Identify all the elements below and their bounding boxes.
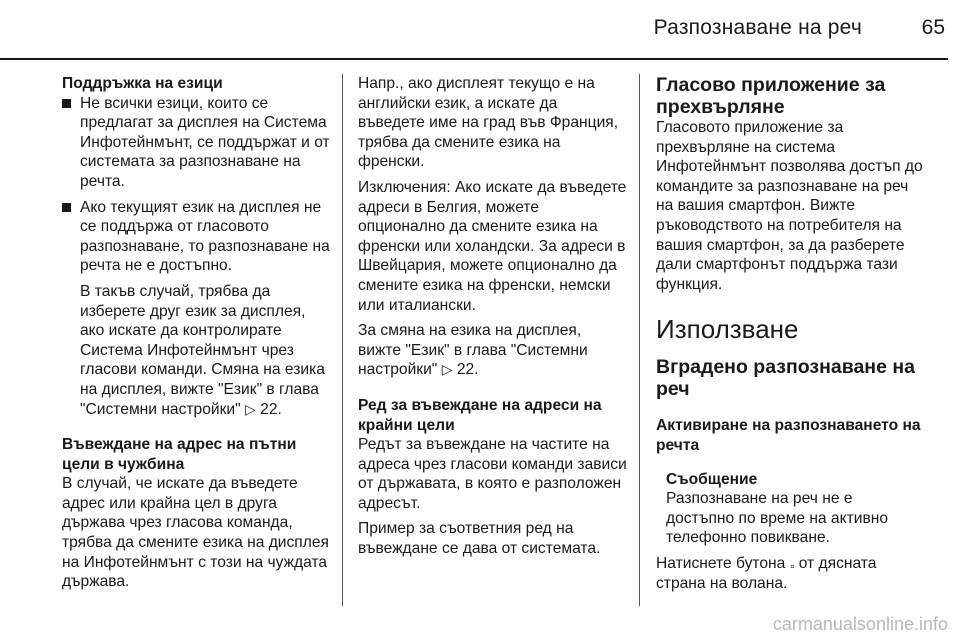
column-divider-left bbox=[342, 74, 343, 606]
foreign-address-heading: Въвеждане на адрес на пътни цели в чужбина bbox=[62, 436, 297, 473]
page-reference-link[interactable]: 22. bbox=[260, 400, 282, 418]
bullet-square-icon bbox=[62, 203, 71, 212]
change-language-paragraph: За смяна на езика на дисплея, вижте "Език" в глава "Системни настройки" ▷ 22. bbox=[358, 322, 588, 379]
press-button-paragraph: Натиснете бутона 𝅆 от дясната страна на волана. bbox=[656, 554, 877, 592]
column-3 bbox=[656, 74, 924, 599]
activation-heading: Активиране на разпознаването на речта bbox=[656, 417, 921, 454]
reference-arrow-icon: ▷ bbox=[441, 361, 453, 378]
example-paragraph: Напр., ако дисплеят текущо е на английски език, а искате да въведете име на град във Франция, трябва да смените езика на френски. bbox=[358, 75, 619, 171]
address-order-heading: Ред за въвеждане на адреси на крайни цели bbox=[358, 396, 602, 434]
note-title: Съобщение bbox=[666, 470, 758, 488]
note-box bbox=[666, 470, 924, 548]
column-2 bbox=[358, 74, 628, 565]
voice-control-icon: 𝅆 bbox=[789, 554, 795, 572]
system-example-paragraph: Пример за съответния ред на въвеждане се дава от системата. bbox=[358, 520, 601, 558]
voice-pass-thru-heading: Гласово приложение за прехвърляне bbox=[656, 74, 886, 118]
usage-section-title: Използване bbox=[656, 314, 799, 345]
header-divider bbox=[0, 58, 948, 60]
list-item: Не всички езици, които се предлагат за дисплея на Система Инфотейнмънт, се поддържат и от системата за разпознаване на речта. bbox=[62, 94, 330, 192]
column-divider-right bbox=[639, 74, 640, 606]
list-item-subparagraph: В такъв случай, трябва да изберете друг език за дисплея, ако искате да контролирате Система Инфотейнмънт чрез гласови команди. Смяна на езика на дисплея, вижте "Език" в глава "Системни настройки" ▷ 22. bbox=[80, 282, 325, 418]
foreign-address-paragraph: В случай, че искате да въведете адрес или крайна цел в друга държава чрез гласова команда, трябва да смените езика на дисплея на Инфотейнмънт с този на чуждата държава. bbox=[62, 475, 329, 591]
bullet-square-icon bbox=[62, 99, 71, 108]
exceptions-paragraph: Изключения: Ако искате да въведете адреси в Белгия, можете опционално да смените езика на френски или холандски. За адреси в Швейцария, можете опционално да смените езика на френски, немски или италиански. bbox=[358, 178, 627, 314]
note-text: Разпознаване на реч не е достъпно по време на активно телефонно повикване. bbox=[666, 490, 889, 547]
language-support-list bbox=[62, 94, 330, 420]
voice-pass-thru-paragraph: Гласовото приложение за прехвърляне на система Инфотейнмънт позволява достъп до командите за разпознаване на реч на вашия смартфон. Вижте ръководството на потребителя на вашия смартфон, за да разберете дали смартфонът поддържа тази функция. bbox=[656, 119, 923, 293]
watermark: carmanualsonline.info bbox=[772, 614, 948, 634]
column-1 bbox=[62, 74, 330, 598]
address-order-paragraph: Редът за въвеждане на частите на адреса чрез гласови команди зависи от държавата, в която е разположен адресът. bbox=[358, 436, 627, 512]
builtin-recognition-heading: Вградено разпознаване на реч bbox=[656, 356, 915, 401]
language-support-heading: Поддръжка на езици bbox=[62, 75, 223, 92]
page-reference-link[interactable]: 22. bbox=[456, 361, 479, 379]
page-header-title: Разпознаване на реч bbox=[653, 16, 862, 39]
page-number: 65 bbox=[921, 16, 945, 39]
reference-arrow-icon: ▷ bbox=[245, 400, 256, 417]
list-item: Ако текущият език на дисплея не се поддържа от гласовото разпознаване, то разпознаване на речта не е достъпно. В такъв случай, трябва да изберете друг език за дисплея, ако искате да контролирате Система Инфотейнмънт чрез гласови команди. Смяна на езика на дисплея, вижте "Език" в глава "Системни настройки" ▷ 22. bbox=[62, 198, 330, 420]
